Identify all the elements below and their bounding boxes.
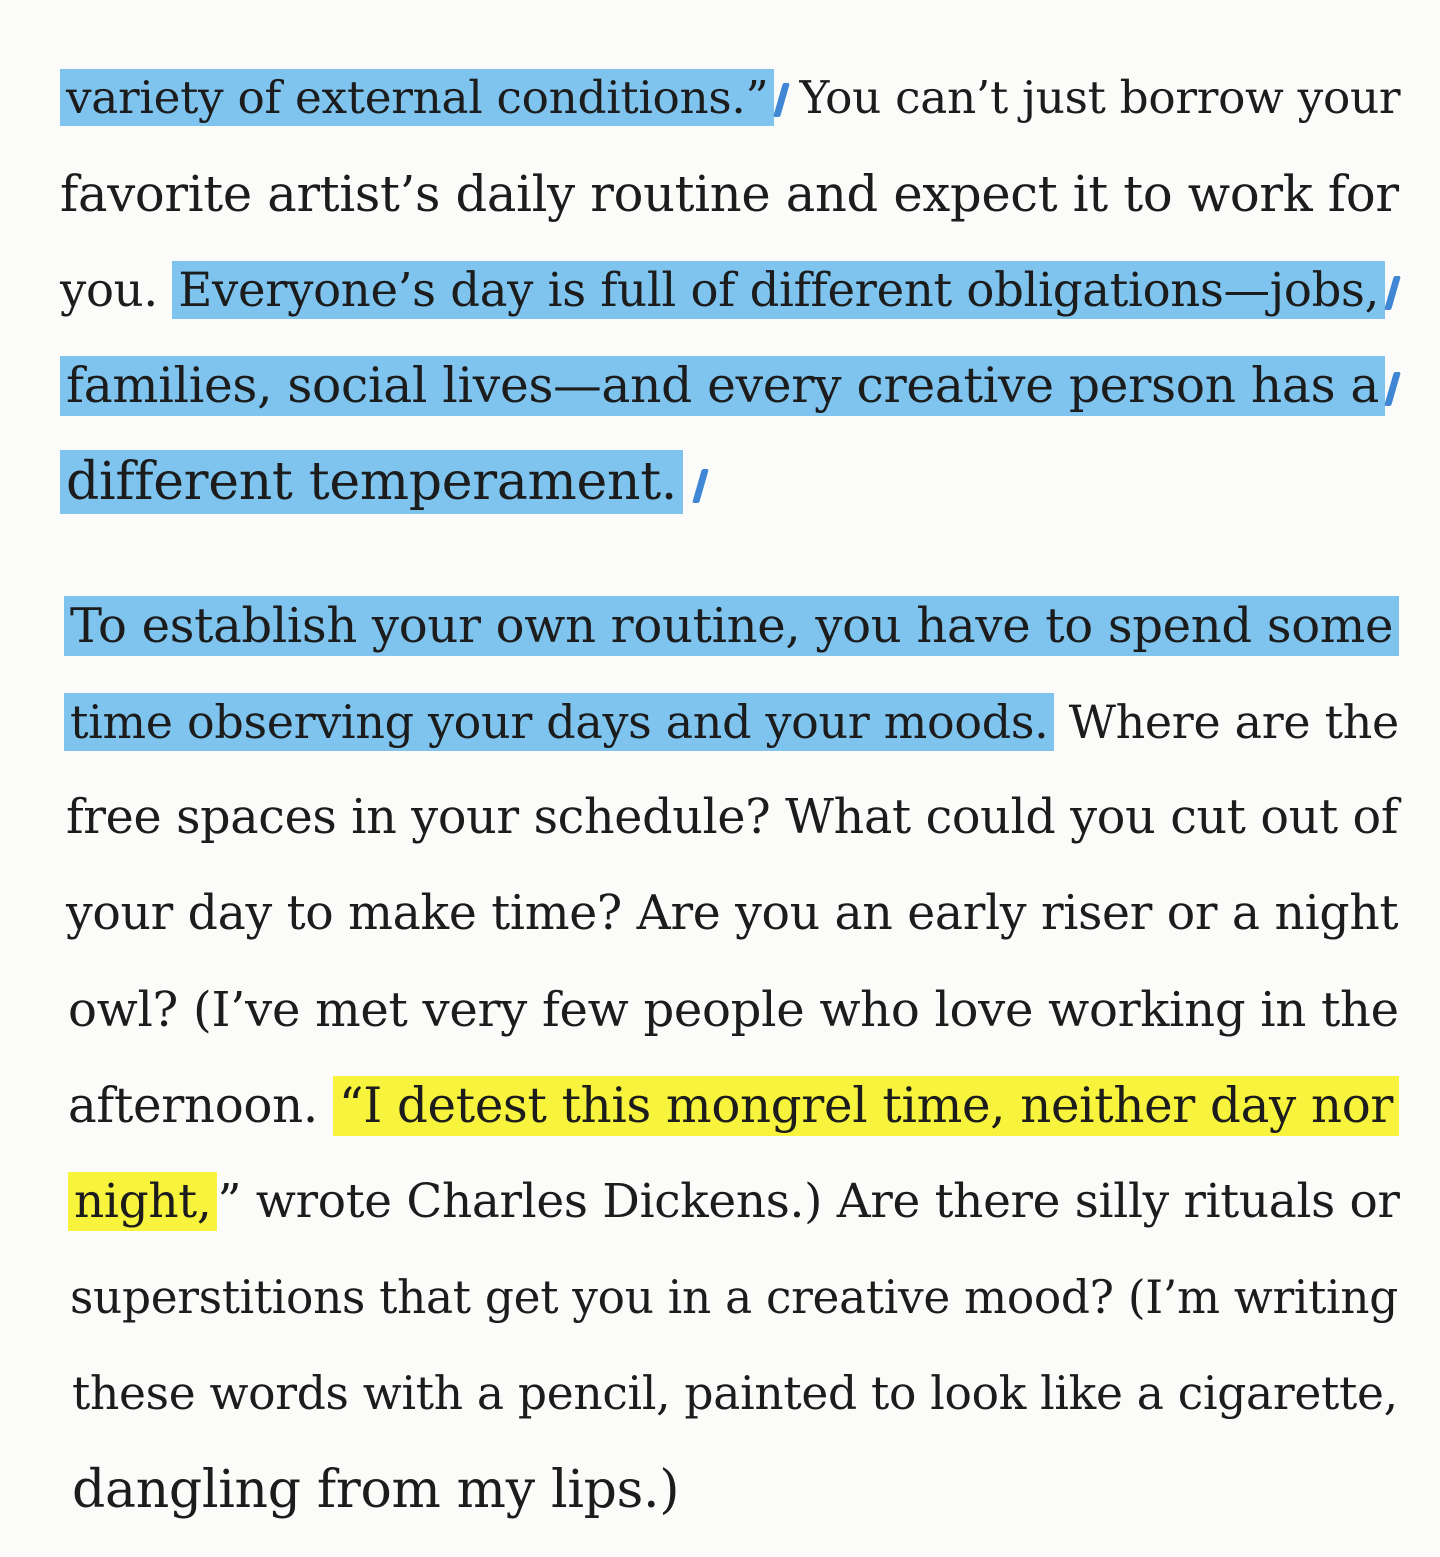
plain-text: afternoon. [68, 1078, 333, 1134]
text-line [68, 962, 1399, 1058]
plain-text: these words with a pencil, painted to look like a cigarette, [72, 1367, 1398, 1420]
text-line [68, 1154, 1400, 1250]
plain-text: Where are the [1054, 695, 1399, 749]
text-line [66, 770, 1398, 866]
plain-text: superstitions that get you in a creative mood? (I’m writing [70, 1271, 1398, 1324]
text-line [72, 1442, 679, 1538]
text-line [66, 866, 1398, 962]
blue-highlighted-text: time observing your days and your moods. [64, 693, 1054, 751]
plain-text: dangling from my lips.) [72, 1460, 680, 1520]
highlighter-mark-icon [1384, 276, 1401, 310]
text-line [60, 50, 1400, 146]
text-line [68, 1058, 1399, 1154]
plain-text: you. [60, 263, 173, 317]
yellow-highlighted-text: night, [68, 1172, 217, 1231]
highlighter-mark-icon [692, 469, 709, 503]
plain-text: your day to make time? Are you an early riser or a night [66, 886, 1399, 941]
blue-highlighted-text: To establish your own routine, you have to spend some [64, 596, 1399, 656]
yellow-highlighted-text: “I detest this mongrel time, neither day nor [333, 1076, 1399, 1136]
text-line [70, 1250, 1398, 1346]
text-line [60, 242, 1396, 338]
text-line [60, 434, 704, 530]
text-line [72, 1346, 1398, 1442]
text-line [60, 146, 1399, 242]
plain-text: free spaces in your schedule? What could you cut out of [66, 790, 1399, 845]
blue-highlighted-text: Everyone’s day is full of different obligations—jobs, [172, 261, 1385, 319]
text-line [64, 674, 1399, 770]
highlighter-mark-icon [1384, 372, 1401, 406]
plain-text: favorite artist’s daily routine and expect it to work for [60, 165, 1399, 223]
blue-highlighted-text: different temperament. [60, 450, 683, 514]
blue-highlighted-text: families, social lives—and every creative person has a [60, 356, 1385, 416]
plain-text: ” wrote Charles Dickens.) Are there silly rituals or [217, 1174, 1400, 1229]
blue-highlighted-text: variety of external conditions.” [60, 69, 774, 126]
plain-text: You can’t just borrow your [785, 71, 1401, 124]
plain-text: owl? (I’ve met very few people who love working in the [68, 982, 1399, 1038]
text-line [64, 578, 1399, 674]
text-line [60, 338, 1396, 434]
